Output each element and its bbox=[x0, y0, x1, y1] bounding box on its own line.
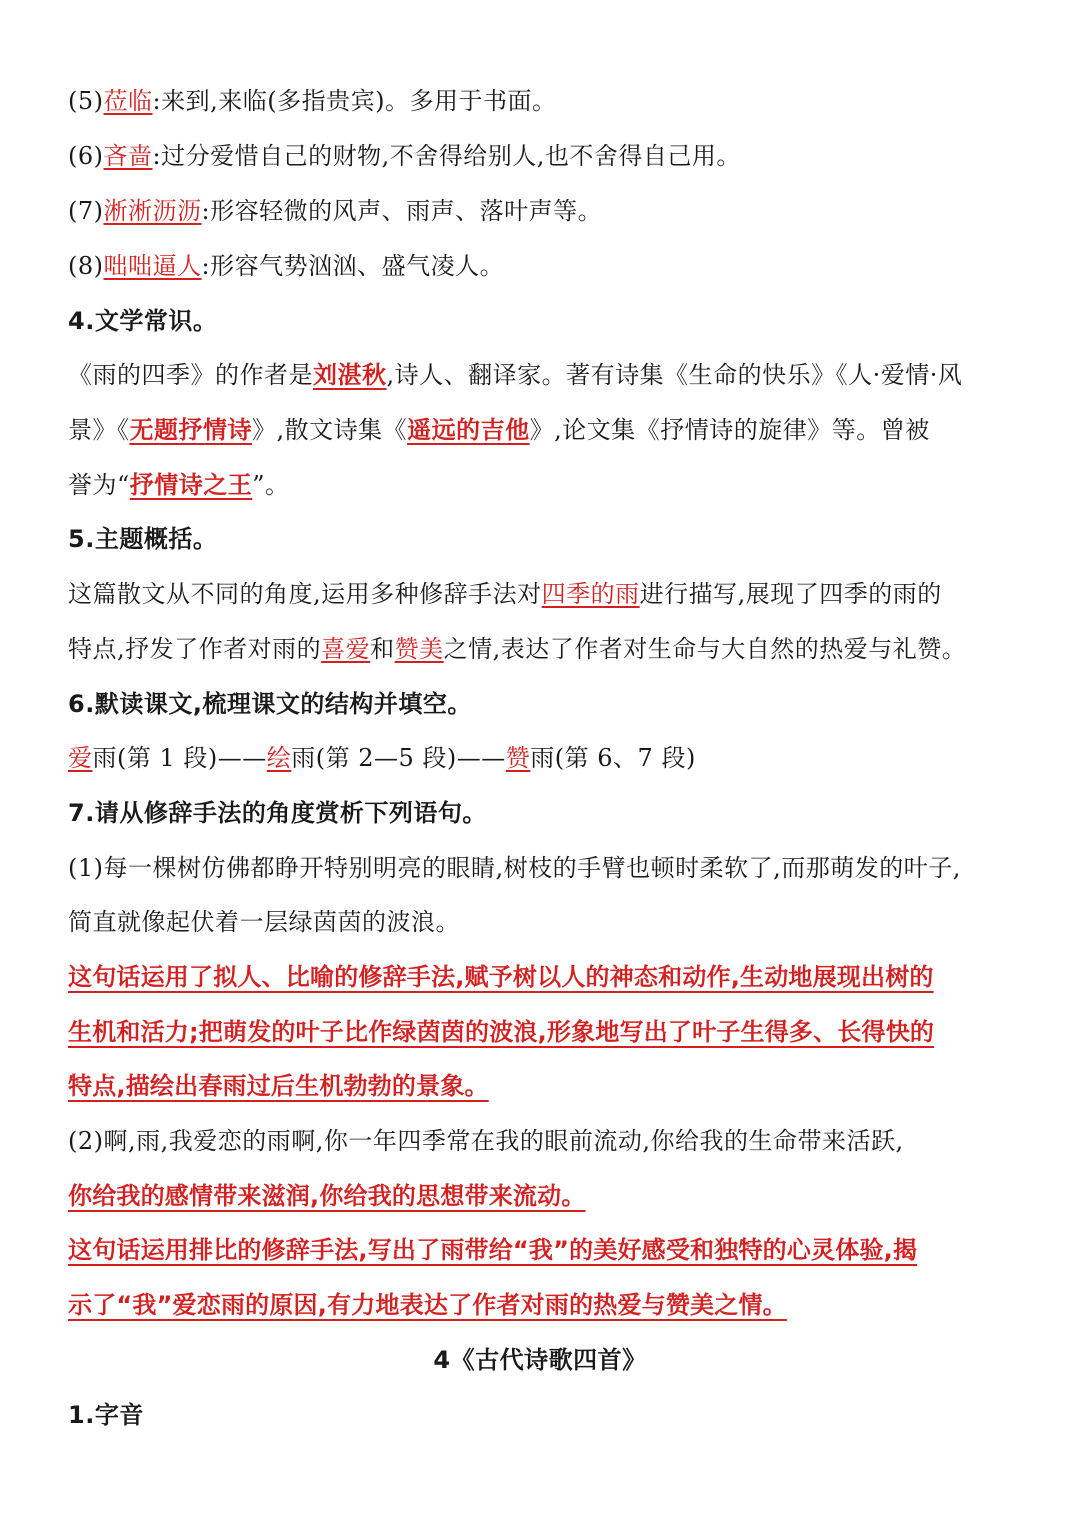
answer-1-line-3 bbox=[68, 1069, 1018, 1103]
answer-part-3: 赞 bbox=[505, 744, 531, 772]
answer-text: 特点,描绘出春雨过后生机勃勃的景象。 bbox=[68, 1072, 489, 1100]
answer-emotion-1: 喜爱 bbox=[321, 635, 371, 663]
vocab-number: (7) bbox=[68, 197, 104, 225]
vocab-item-6 bbox=[68, 139, 1018, 173]
question-1-line-1: (1)每一棵树仿佛都睁开特别明亮的眼睛,树枝的手臂也顿时柔软了,而那萌发的叶子, bbox=[68, 854, 961, 882]
lesson-title: 4《古代诗歌四首》 bbox=[433, 1346, 647, 1374]
text: 》,论文集《抒情诗的旋律》等。曾被 bbox=[529, 416, 930, 444]
text: 进行描写,展现了四季的雨的 bbox=[639, 580, 942, 608]
vocab-number: (5) bbox=[68, 87, 104, 115]
vocab-term: 莅临 bbox=[103, 87, 153, 115]
question-2-line-2 bbox=[68, 1179, 1018, 1213]
answer-prose-collection: 遥远的吉他 bbox=[407, 416, 530, 444]
answer-1-line-2 bbox=[68, 1015, 1018, 1049]
answer-emotion-2: 赞美 bbox=[394, 635, 444, 663]
section-5-line-2 bbox=[68, 632, 1018, 666]
answer-text: 这句话运用排比的修辞手法,写出了雨带给“我”的美好感受和独特的心灵体验,揭 bbox=[68, 1236, 918, 1264]
text: 特点,抒发了作者对雨的 bbox=[68, 635, 322, 663]
vocab-definition: :来到,来临(多指贵宾)。多用于书面。 bbox=[152, 87, 557, 115]
answer-title: 抒情诗之王 bbox=[129, 471, 253, 499]
answer-text: 你给我的感情带来滋润,你给我的思想带来流动。 bbox=[68, 1182, 586, 1210]
answer-poetry-collection: 无题抒情诗 bbox=[129, 416, 252, 444]
vocab-term: 淅淅沥沥 bbox=[103, 197, 202, 225]
section-4-line-2 bbox=[68, 413, 1018, 447]
text: 之情,表达了作者对生命与大自然的热爱与礼赞。 bbox=[443, 635, 967, 663]
vocab-definition: :形容气势汹汹、盛气凌人。 bbox=[201, 252, 505, 280]
section-4-line-1 bbox=[68, 358, 1018, 392]
vocab-item-8 bbox=[68, 249, 1018, 283]
text: ”。 bbox=[252, 471, 290, 499]
section-4-line-3 bbox=[68, 468, 1018, 502]
answer-2-line-1 bbox=[68, 1233, 1018, 1267]
vocab-number: (8) bbox=[68, 252, 104, 280]
answer-part-2: 绘 bbox=[266, 744, 292, 772]
text: 景》《 bbox=[68, 416, 130, 444]
text: 誉为“ bbox=[68, 471, 130, 499]
section-4-heading: 4.文学常识。 bbox=[68, 307, 218, 335]
vocab-number: (6) bbox=[68, 142, 104, 170]
answer-1-line-1 bbox=[68, 960, 1018, 994]
vocab-item-7 bbox=[68, 194, 1018, 228]
answer-part-1: 爱 bbox=[68, 744, 93, 772]
answer-text: 示了“我”爱恋雨的原因,有力地表达了作者对雨的热爱与赞美之情。 bbox=[68, 1291, 787, 1319]
answer-subject: 四季的雨 bbox=[541, 580, 640, 608]
answer-author: 刘湛秋 bbox=[313, 361, 387, 389]
text: 这篇散文从不同的角度,运用多种修辞手法对 bbox=[68, 580, 542, 608]
section-7-heading: 7.请从修辞手法的角度赏析下列语句。 bbox=[68, 799, 487, 827]
section-1-heading: 1.字音 bbox=[68, 1401, 144, 1429]
text: 《雨的四季》的作者是 bbox=[68, 361, 313, 389]
answer-2-line-2 bbox=[68, 1288, 1018, 1322]
text: 和 bbox=[370, 635, 395, 663]
answer-text: 这句话运用了拟人、比喻的修辞手法,赋予树以人的神态和动作,生动地展现出树的 bbox=[68, 963, 934, 991]
vocab-term: 咄咄逼人 bbox=[103, 252, 202, 280]
text: 雨(第 2—5 段)—— bbox=[291, 744, 506, 772]
vocab-definition: :过分爱惜自己的财物,不舍得给别人,也不舍得自己用。 bbox=[152, 142, 741, 170]
vocab-item-5 bbox=[68, 84, 1018, 118]
vocab-definition: :形容轻微的风声、雨声、落叶声等。 bbox=[201, 197, 603, 225]
section-6-structure bbox=[68, 741, 1018, 775]
section-5-heading: 5.主题概括。 bbox=[68, 525, 218, 553]
section-5-line-1 bbox=[68, 577, 1018, 611]
text: 》,散文诗集《 bbox=[252, 416, 408, 444]
vocab-term: 吝啬 bbox=[103, 142, 153, 170]
question-2-line-1: (2)啊,雨,我爱恋的雨啊,你一年四季常在我的眼前流动,你给我的生命带来活跃, bbox=[68, 1127, 904, 1155]
text: ,诗人、翻译家。著有诗集《生命的快乐》《人·爱情·风 bbox=[386, 361, 963, 389]
text: 雨(第 6、7 段) bbox=[530, 744, 696, 772]
text: 雨(第 1 段)—— bbox=[92, 744, 267, 772]
question-1-line-2: 简直就像起伏着一层绿茵茵的波浪。 bbox=[68, 908, 460, 936]
answer-text: 生机和活力;把萌发的叶子比作绿茵茵的波浪,形象地写出了叶子生得多、长得快的 bbox=[68, 1018, 935, 1046]
section-6-heading: 6.默读课文,梳理课文的结构并填空。 bbox=[68, 690, 472, 718]
